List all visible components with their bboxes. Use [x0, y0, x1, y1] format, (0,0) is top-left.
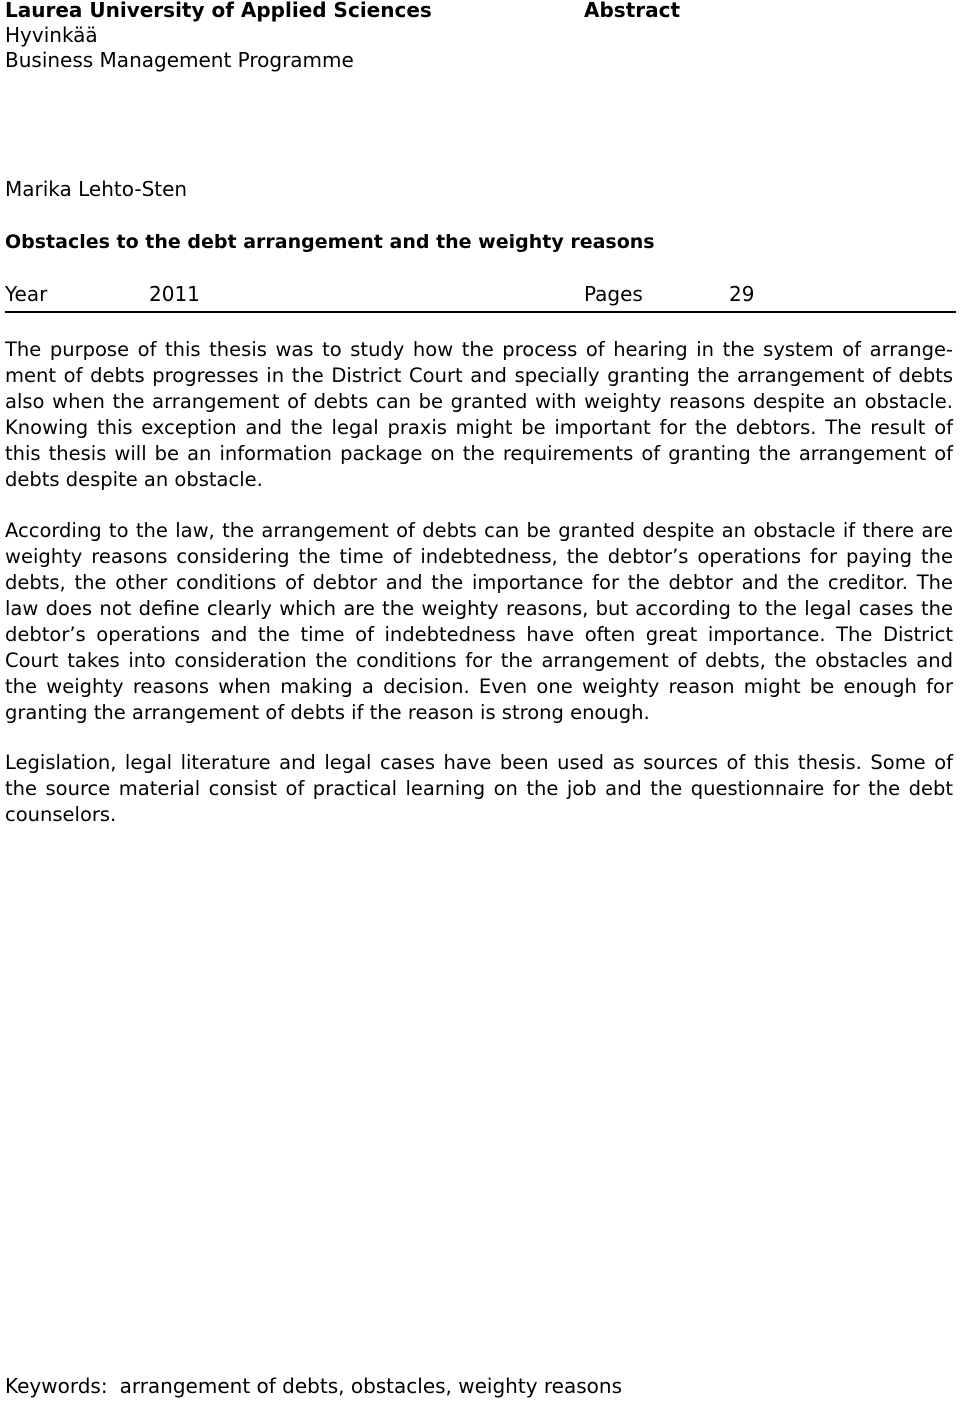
keywords-line — [5, 1373, 622, 1399]
year-label: Year — [5, 282, 48, 306]
pages-label: Pages — [584, 282, 643, 306]
abstract-paragraph-1: The purpose of this thesis was to study how the process of hearing in the system of arrangement of debts progresses in the District Court and specially granting the arrangement of debts also when the arrangement of debts can be granted with weighty reasons despite an obstacle. Knowing this exception and the legal praxis might be important for the debtors. The result of this thesis will be an information package on the requirements of granting the arrangement of debts despite an obstacle. — [5, 338, 953, 491]
programme-name: Business Management Programme — [5, 48, 354, 72]
institution-name: Laurea University of Applied Sciences — [5, 0, 432, 22]
meta-row — [5, 281, 956, 313]
year-value: 2011 — [149, 282, 200, 306]
pages-value: 29 — [729, 282, 755, 306]
keywords-label: Keywords: — [5, 1374, 108, 1398]
author-name: Marika Lehto-Sten — [5, 177, 188, 201]
abstract-paragraph-2: According to the law, the arrangement of debts can be granted despite an obstacle if there are weighty reasons considering the time of indebtedness, the debtor’s operations for paying the debts, the other conditions of debtor and the importance for the debtor and the creditor. The law does not define clearly which are the weighty reasons, but according to the legal cases the debtor’s operations and the time of indebtedness have often great importance. The District Court takes into consideration the conditions for the arrangement of debts, the obstacles and the weighty reasons when making a decision. Even one weighty reason might be enough for granting the arrangement of debts if the reason is strong enough. — [5, 519, 953, 724]
keywords-value: arrangement of debts, obstacles, weighty reasons — [119, 1374, 622, 1398]
abstract-paragraph-3: Legislation, legal literature and legal cases have been used as sources of this thesis. Some of the source material consist of practical learning on the job and the questionnaire for the debt counselors. — [5, 751, 953, 826]
campus-name: Hyvinkää — [5, 23, 98, 47]
document-type-label: Abstract — [584, 0, 681, 22]
thesis-title: Obstacles to the debt arrangement and the weighty reasons — [5, 231, 655, 253]
